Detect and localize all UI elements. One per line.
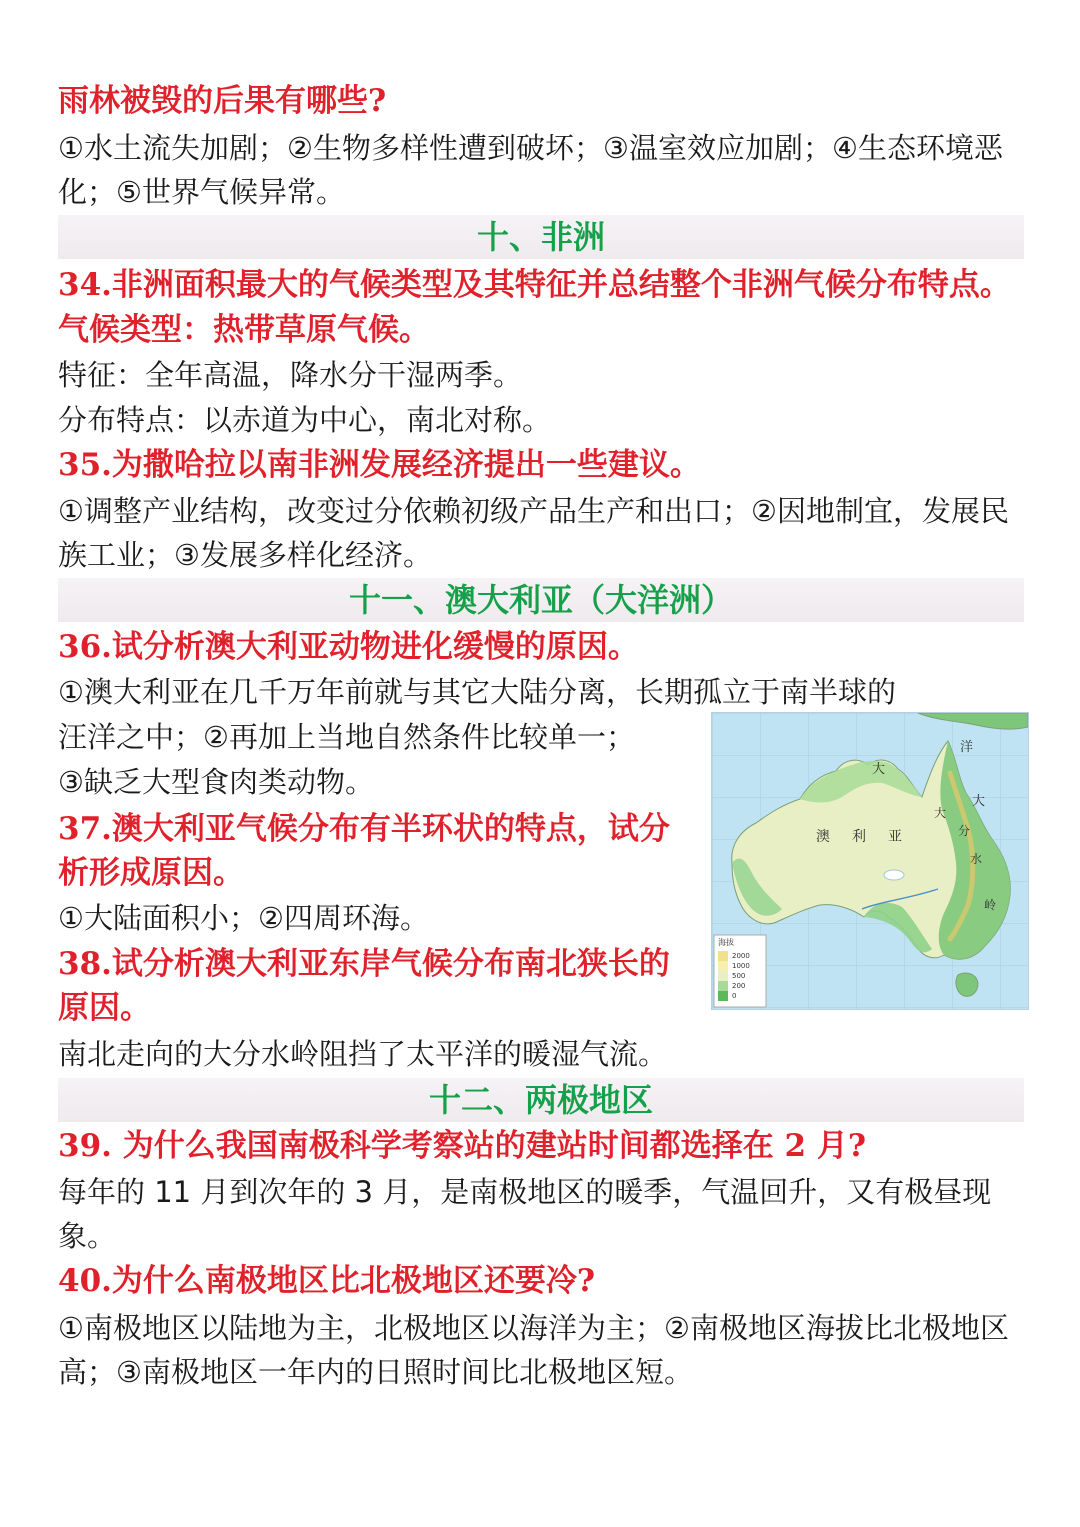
answer-rainforest: ①水土流失加剧；②生物多样性遭到破坏；③温室效应加剧；④生态环境恶化；⑤世界气候异常。 bbox=[58, 131, 1003, 209]
map-label-5: 亚 bbox=[888, 829, 902, 845]
answer-34-climate-type: 气候类型：热带草原气候。 bbox=[58, 312, 430, 348]
section-title-polar: 十二、两极地区 bbox=[428, 1081, 653, 1119]
question-35: 35.为撒哈拉以南非洲发展经济提出一些建议。 bbox=[58, 447, 701, 483]
answer-36-line3: ③缺乏大型食肉类动物。 bbox=[58, 765, 374, 799]
answer-34-distribution: 分布特点：以赤道为中心，南北对称。 bbox=[58, 403, 552, 437]
australia-map-drawing bbox=[712, 713, 1028, 1009]
map-legend-value: 2000 bbox=[732, 952, 750, 960]
map-legend-value: 500 bbox=[732, 972, 746, 980]
answer-36-line2: 汪洋之中；②再加上当地自然条件比较单一； bbox=[58, 720, 635, 754]
map-label-9: 水 bbox=[970, 852, 983, 866]
map-legend-value: 0 bbox=[732, 992, 737, 1000]
answer-37: ①大陆面积小；②四周环海。 bbox=[58, 901, 429, 935]
map-label-8: 分 bbox=[958, 824, 971, 838]
answer-34-feature: 特征：全年高温，降水分干湿两季。 bbox=[58, 358, 523, 392]
map-legend-value: 200 bbox=[732, 982, 746, 990]
answer-36-line1: ①澳大利亚在几千万年前就与其它大陆分离，长期孤立于南半球的 bbox=[58, 675, 896, 709]
map-label-10: 岭 bbox=[984, 898, 997, 912]
question-rainforest: 雨林被毁的后果有哪些? bbox=[58, 83, 387, 119]
map-label-2: 洋 bbox=[960, 740, 974, 755]
answer-40: ①南极地区以陆地为主，北极地区以海洋为主；②南极地区海拔比北极地区高；③南极地区一年内的日照时间比北极地区短。 bbox=[58, 1311, 1009, 1389]
map-label-6: 澳 bbox=[816, 829, 830, 845]
map-label-4: 利 bbox=[852, 829, 866, 845]
map-legend-title: 海拔 bbox=[718, 938, 734, 947]
section-title-africa: 十、非洲 bbox=[476, 218, 605, 256]
map-label-3: 大 bbox=[972, 794, 986, 809]
australia-map bbox=[711, 712, 1029, 1010]
question-34: 34.非洲面积最大的气候类型及其特征并总结整个非洲气候分布特点。 bbox=[58, 267, 1011, 303]
question-37: 37.澳大利亚气候分布有半环状的特点，试分析形成原因。 bbox=[58, 811, 670, 891]
answer-35: ①调整产业结构，改变过分依赖初级产品生产和出口；②因地制宜，发展民族工业；③发展多样化经济。 bbox=[58, 494, 1009, 572]
map-label-1: 大 bbox=[872, 762, 886, 777]
answer-39: 每年的 11 月到次年的 3 月，是南极地区的暖季，气温回升，又有极昼现象。 bbox=[58, 1175, 992, 1253]
question-40: 40.为什么南极地区比北极地区还要冷? bbox=[58, 1263, 596, 1299]
map-label-7: 大 bbox=[934, 806, 947, 820]
map-legend-value: 1000 bbox=[732, 962, 750, 970]
section-title-australia: 十一、澳大利亚（大洋洲） bbox=[348, 581, 733, 619]
question-38: 38.试分析澳大利亚东岸气候分布南北狭长的原因。 bbox=[58, 946, 670, 1026]
question-39: 39. 为什么我国南极科学考察站的建站时间都选择在 2 月? bbox=[58, 1128, 867, 1164]
question-36: 36.试分析澳大利亚动物进化缓慢的原因。 bbox=[58, 629, 639, 665]
tasmania bbox=[956, 973, 978, 996]
answer-38: 南北走向的大分水岭阻挡了太平洋的暖湿气流。 bbox=[58, 1037, 668, 1071]
